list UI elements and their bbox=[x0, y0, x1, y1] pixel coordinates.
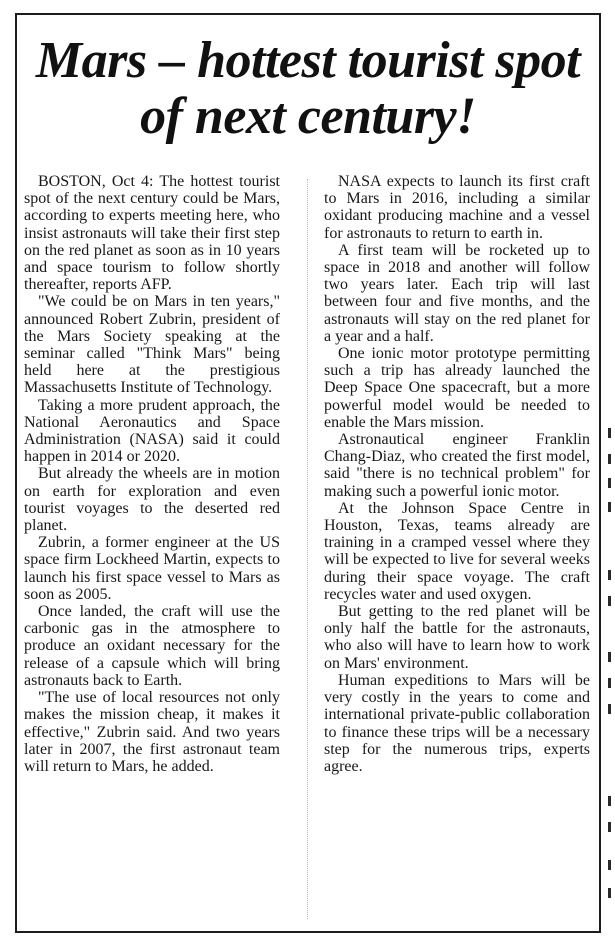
edge-text-fragments bbox=[607, 420, 613, 940]
article-body bbox=[17, 173, 599, 931]
paragraph: Zubrin, a former engineer at the US space firm Lockheed Martin, expects to launch his first space vessel to Mars as soon as 2005. bbox=[24, 534, 280, 603]
paragraph: "The use of local resources not only makes the mission cheap, it makes it effective," Zubrin said. And two years later in 2007, the first astronaut team will return to Mars, he added. bbox=[24, 689, 280, 775]
left-column bbox=[24, 173, 280, 775]
paragraph: Taking a more prudent approach, the National Aeronautics and Space Administration (NASA) said it could happen in 2014 or 2020. bbox=[24, 396, 280, 466]
right-column bbox=[324, 173, 590, 775]
paragraph: Once landed, the craft will use the carbonic gas in the atmosphere to produce an oxidant necessary for the release of a capsule which will bring astronauts back to Earth. bbox=[24, 603, 280, 689]
headline: Mars – hottest tourist spot of next century! bbox=[35, 32, 581, 145]
news-clipping bbox=[15, 13, 601, 933]
paragraph: "We could be on Mars in ten years," announced Robert Zubrin, president of the Mars Society speaking at the seminar called "Think Mars" being held here at the prestigious Massachusetts Institute of Technology. bbox=[24, 293, 280, 397]
paragraph: One ionic motor prototype permitting such a trip has already launched the Deep Space One spacecraft, but a more powerful model would be needed to enable the Mars mission. bbox=[324, 345, 590, 431]
paragraph: Astronautical engineer Franklin Chang-Diaz, who created the first model, said "there is no technical problem" for making such a powerful ionic motor. bbox=[324, 431, 590, 500]
column-divider bbox=[307, 179, 309, 919]
paragraph: BOSTON, Oct 4: The hottest tourist spot of the next century could be Mars, according to experts meeting here, who insist astronauts will take their first step on the red planet as soon as in 10 years and space tourism to follow shortly thereafter, reports AFP. bbox=[24, 173, 280, 294]
paragraph: But getting to the red planet will be only half the battle for the astronauts, who also will have to learn how to work on Mars' environment. bbox=[324, 603, 590, 672]
paragraph: Human expeditions to Mars will be very costly in the years to come and international private-public collaboration to finance these trips will be a necessary step for the numerous trips, experts agree. bbox=[324, 671, 590, 775]
paragraph: But already the wheels are in motion on earth for exploration and even tourist voyages to the deserted red planet. bbox=[24, 465, 280, 535]
paragraph: At the Johnson Space Centre in Houston, Texas, teams already are training in a cramped vessel where they will be expected to live for several weeks during their space voyage. The craft recycles water and used oxygen. bbox=[324, 499, 590, 603]
adjacent-clipping-edge bbox=[607, 420, 613, 940]
paragraph: A first team will be rocketed up to space in 2018 and another will follow two years later. Each trip will last between four and five months, and the astronauts will stay on the red planet for a year and a half. bbox=[324, 241, 590, 345]
paragraph: NASA expects to launch its first craft to Mars in 2016, including a similar oxidant producing machine and a vessel for astronauts to return to earth in. bbox=[324, 173, 590, 242]
